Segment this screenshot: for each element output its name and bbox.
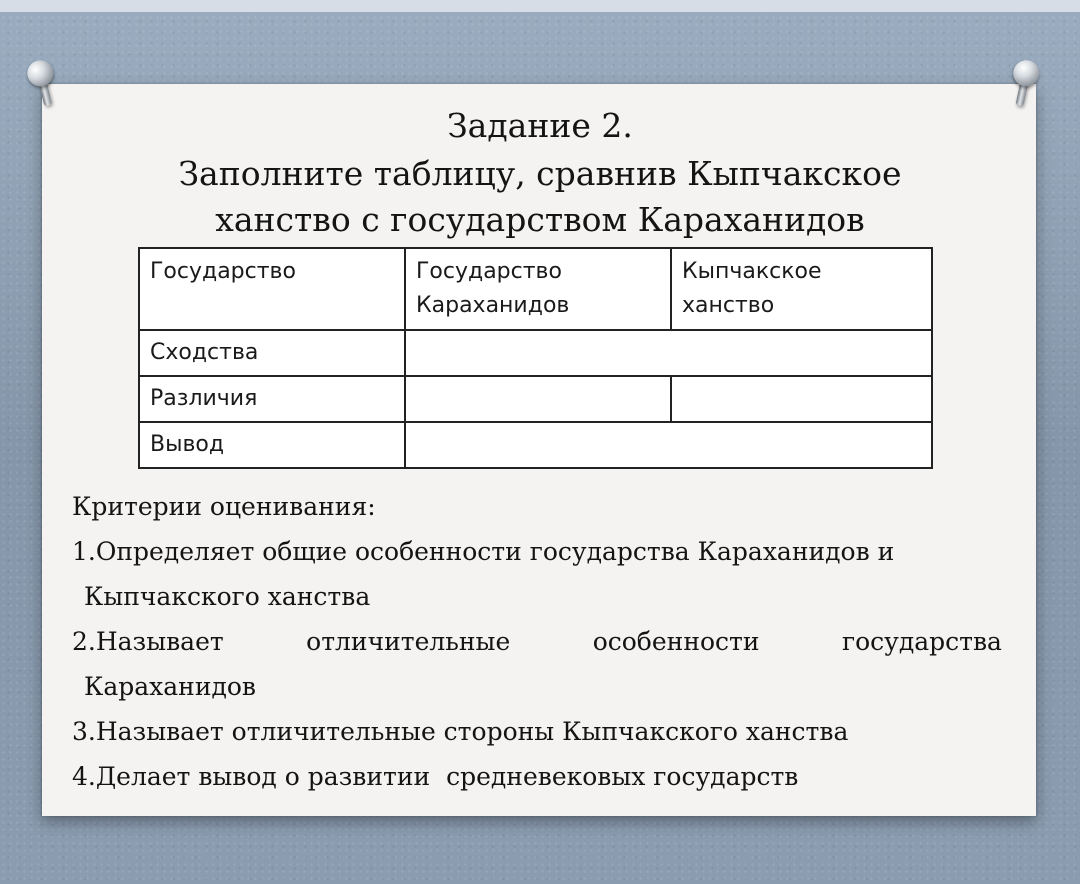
- criteria-heading: Критерии оценивания:: [72, 492, 376, 521]
- task-title: Задание 2.: [447, 106, 633, 145]
- task-instruction-line: Заполните таблицу, сравнив Кыпчакское: [178, 154, 902, 193]
- row-label-similarities: Сходства: [139, 330, 405, 376]
- criteria-item: 4.Делает вывод о развитии средневековых государств: [72, 762, 799, 791]
- criteria-item: 2.Называет отличительные особенности государства: [72, 627, 1002, 656]
- row-label-conclusion: Вывод: [139, 422, 405, 468]
- criteria-item: 1.Определяет общие особенности государства Караханидов и: [72, 537, 895, 566]
- comparison-table: [138, 247, 933, 469]
- top-band: [0, 0, 1080, 12]
- header-cell-state: Государство: [139, 248, 405, 330]
- header-cell-kipchak: Кыпчакское ханство: [671, 248, 932, 330]
- pushpin-icon: [25, 58, 62, 111]
- criteria-item: 3.Называет отличительные стороны Кыпчакского ханства: [72, 717, 849, 746]
- table-row: [139, 376, 932, 422]
- header-cell-karakhanids: Государство Караханидов: [405, 248, 671, 330]
- empty-answer-cell[interactable]: [405, 376, 671, 422]
- assessment-criteria: [72, 484, 1002, 799]
- criteria-item-continuation: Караханидов: [84, 672, 257, 701]
- empty-answer-cell[interactable]: [405, 422, 932, 468]
- table-row: [139, 330, 932, 376]
- empty-answer-cell[interactable]: [671, 376, 932, 422]
- empty-answer-cell[interactable]: [405, 330, 932, 376]
- criteria-item-continuation: Кыпчакского ханства: [84, 582, 371, 611]
- row-label-differences: Различия: [139, 376, 405, 422]
- task-instruction-line: ханство с государством Караханидов: [215, 200, 865, 239]
- table-header-row: [139, 248, 932, 330]
- table-row: [139, 422, 932, 468]
- pushpin-icon: [1006, 58, 1041, 110]
